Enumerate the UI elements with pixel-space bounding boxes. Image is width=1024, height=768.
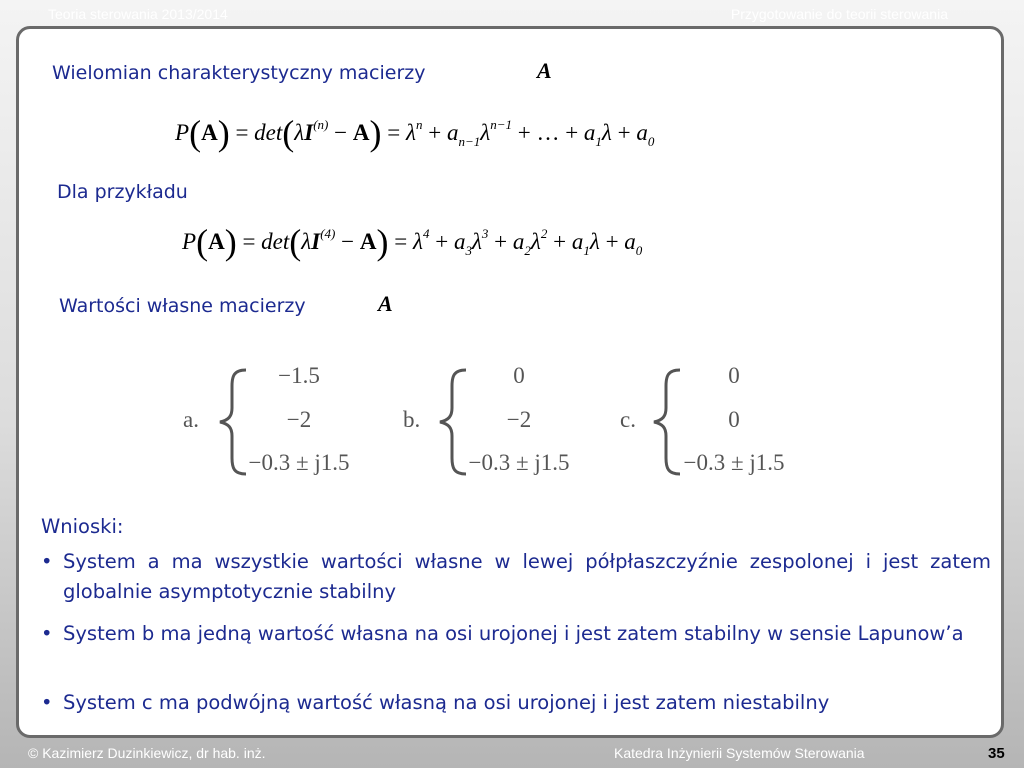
conclusion-item-b — [41, 619, 991, 649]
conclusion-item-c — [41, 688, 991, 718]
slide-panel — [16, 26, 1004, 738]
bullet-icon: • — [41, 622, 53, 645]
footer-department: Katedra Inżynierii Systemów Sterowania — [614, 745, 865, 761]
eigen-a-value-2: −2 — [286, 407, 312, 432]
heading-eigenvalues: Wartości własne macierzy — [59, 295, 306, 317]
eigen-set-c-label: c. — [620, 407, 636, 432]
eigen-b-value-2: −2 — [506, 407, 532, 432]
header-course-title: Teoria sterowania 2013/2014 — [48, 6, 228, 22]
bullet-icon: • — [41, 550, 53, 573]
eigen-b-value-3: −0.3 ± j1.5 — [468, 450, 570, 475]
conclusion-item-a — [41, 547, 991, 607]
page-number: 35 — [988, 745, 1005, 762]
conclusions-title: Wnioski: — [41, 515, 124, 538]
equation-example-polynomial: $P(A) = \det(\lambda I^{(4)} - A) = \lambda^4 + a_3\lambda^3 + a_2\lambda^2 + a_1\lambda + a_0$ — [182, 222, 643, 262]
conclusion-text-c: System c ma podwójną wartość własną na osi urojonej i jest zatem niestabilny — [63, 691, 830, 714]
eigen-a-value-3: −0.3 ± j1.5 — [248, 450, 350, 475]
example-label: Dla przykładu — [57, 181, 188, 203]
bullet-icon: • — [41, 691, 53, 714]
eigen-c-value-2: 0 — [728, 407, 740, 432]
eigen-c-value-3: −0.3 ± j1.5 — [683, 450, 785, 475]
header-section-title: Przygotowanie do teorii sterowania — [730, 6, 948, 22]
matrix-symbol: A — [537, 58, 552, 83]
eigen-c-value-1: 0 — [728, 363, 740, 388]
footer-author: © Kazimierz Duzinkiewicz, dr hab. inż. — [28, 745, 266, 761]
equation-general-polynomial: $P(A) = \det(\lambda I^{(n)} - A) = \lambda^n + a_{n-1}\lambda^{n-1}$ + … + $a_1\lambda + a_0$ — [175, 113, 655, 153]
eigen-b-value-1: 0 — [513, 363, 525, 388]
eigen-set-a-label: a. — [183, 407, 199, 432]
eigen-a-value-1: −1.5 — [278, 363, 320, 388]
eigen-set-b-label: b. — [403, 407, 421, 432]
heading-characteristic-polynomial: Wielomian charakterystyczny macierzy — [52, 62, 426, 84]
matrix-symbol-eigen: A — [378, 291, 393, 316]
conclusion-text-a: System a ma wszystkie wartości własne w lewej półpłaszczyźnie zespolonej i jest zatem globalnie asymptotycznie stabilny — [63, 550, 991, 603]
conclusion-text-b: System b ma jedną wartość własna na osi urojonej i jest zatem stabilny w sensie Lapunow’a — [63, 622, 964, 645]
